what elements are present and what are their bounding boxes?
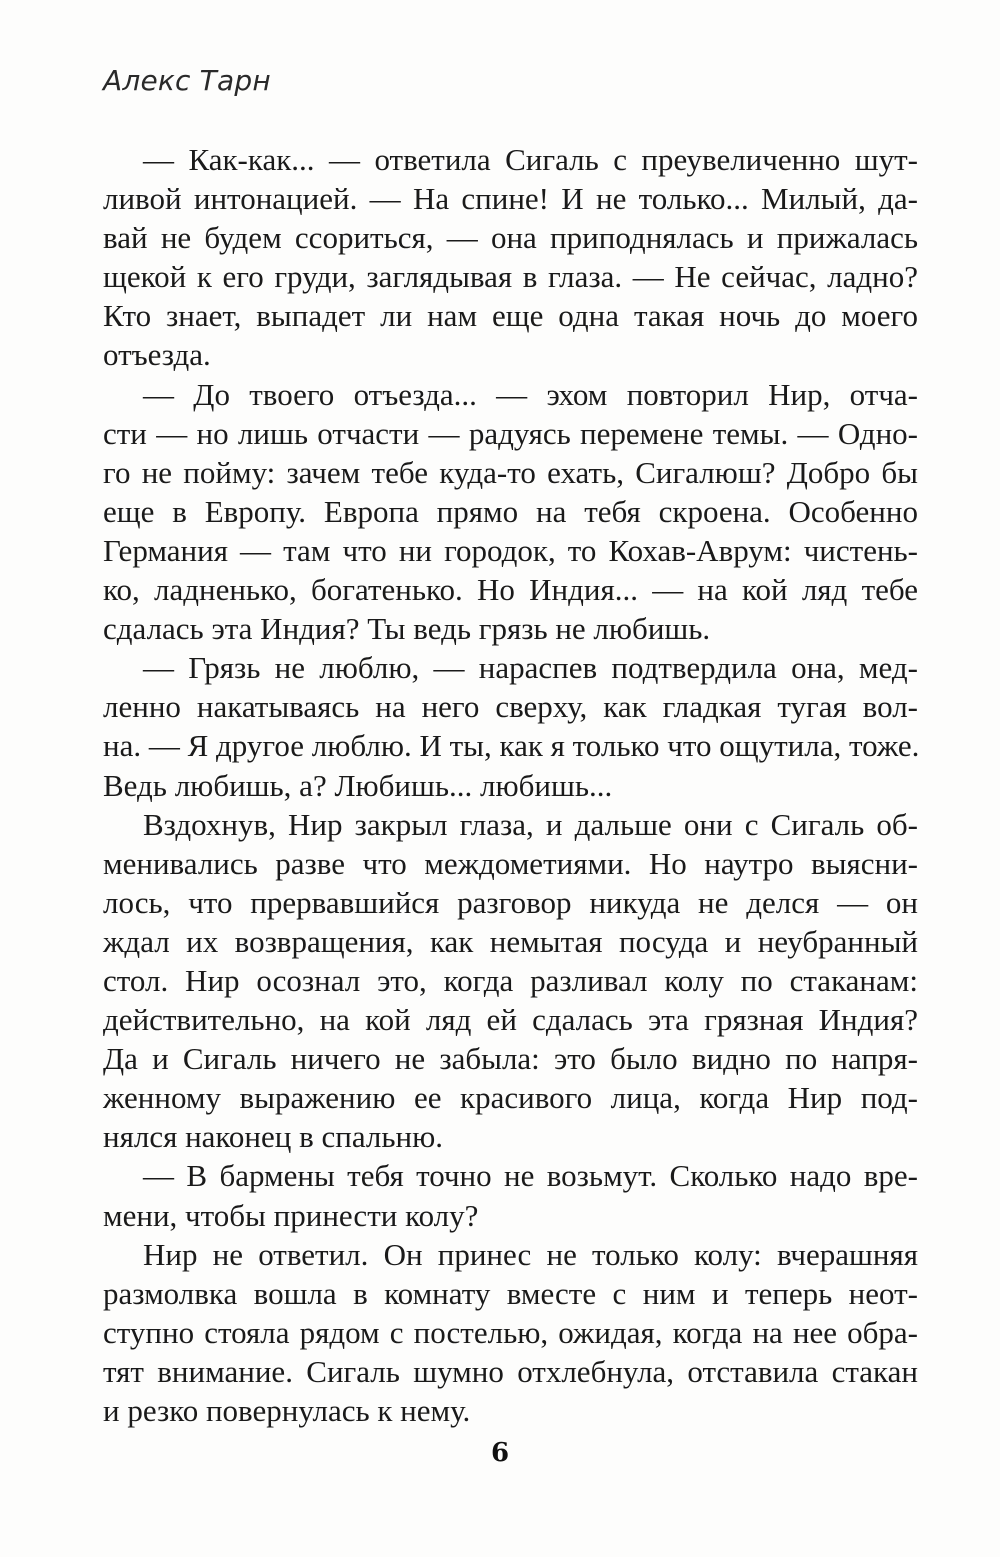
text-line: сдалась эта Индия? Ты ведь грязь не любишь.: [103, 611, 711, 647]
text-line: Вздохнув, Нир закрыл глаза, и дальше они с Сигаль об-: [143, 806, 918, 842]
text-line: еще в Европу. Европа прямо на тебя скроена. Особенно: [103, 493, 918, 529]
text-line: ливой интонацией. — На спине! И не только... Милый, да-: [103, 181, 918, 217]
text-line: щекой к его груди, заглядывая в глаза. — Не сейчас, ладно?: [103, 259, 918, 295]
text-line: лось, что прервавшийся разговор никуда не делся — он: [103, 884, 918, 920]
text-line: и резко повернулась к нему.: [103, 1393, 471, 1428]
text-line: — Грязь не люблю, — нараспев подтвердила она, мед-: [143, 650, 918, 686]
text-line: Ведь любишь, а? Любишь... любишь...: [103, 767, 613, 803]
text-line: отъезда.: [103, 337, 211, 373]
text-line: сти — но лишь отчасти — радуясь перемене темы. — Одно-: [103, 415, 918, 451]
body-text: [103, 140, 918, 1430]
text-line: менивались разве что междометиями. Но наутро выясни-: [103, 845, 918, 881]
text-line: размолвка вошла в комнату вместе с ним и теперь неот-: [103, 1275, 918, 1311]
text-line: ленно накатываясь на него сверху, как гладкая тугая вол-: [103, 689, 918, 725]
text-line: действительно, на кой ляд ей сдалась эта грязная Индия?: [103, 1002, 918, 1038]
text-line: ступно стояла рядом с постелью, ожидая, когда на нее обра-: [103, 1314, 918, 1350]
text-line: Кто знает, выпадет ли нам еще одна такая ночь до моего: [103, 298, 918, 334]
text-line: на. — Я другое люблю. И ты, как я только что ощутила, тоже.: [103, 728, 920, 764]
text-line: го не пойму: зачем тебе куда-то ехать, Сигалюш? Добро бы: [103, 454, 918, 490]
text-line: Нир не ответил. Он принес не только колу: вчерашняя: [143, 1236, 918, 1272]
text-line: мени, чтобы принести колу?: [103, 1197, 479, 1233]
text-line: вай не будем ссориться, — она приподнялась и прижалась: [103, 220, 918, 256]
text-line: женному выражению ее красивого лица, когда Нир под-: [103, 1080, 918, 1116]
text-line: Германия — там что ни городок, то Кохав-Аврум: чистень-: [103, 532, 918, 568]
text-line: тят внимание. Сигаль шумно отхлебнула, отставила стакан: [103, 1353, 918, 1389]
text-line: ко, ладненько, богатенько. Но Индия... — на кой ляд тебе: [103, 572, 918, 608]
running-head: Алекс Тарн: [103, 64, 271, 97]
text-line: нялся наконец в спальню.: [103, 1119, 443, 1155]
text-line: стол. Нир осознал это, когда разливал колу по стаканам:: [103, 962, 918, 998]
text-line: Да и Сигаль ничего не забыла: это было видно по напря-: [103, 1041, 918, 1077]
text-line: — До твоего отъезда... — эхом повторил Нир, отча-: [143, 376, 918, 412]
text-line: — Как-как... — ответила Сигаль с преувеличенно шут-: [143, 142, 918, 177]
text-line: ждал их возвращения, как немытая посуда и неубранный: [103, 923, 918, 959]
page-number: 6: [490, 1438, 510, 1468]
text-line: — В бармены тебя точно не возьмут. Сколько надо вре-: [143, 1158, 918, 1194]
